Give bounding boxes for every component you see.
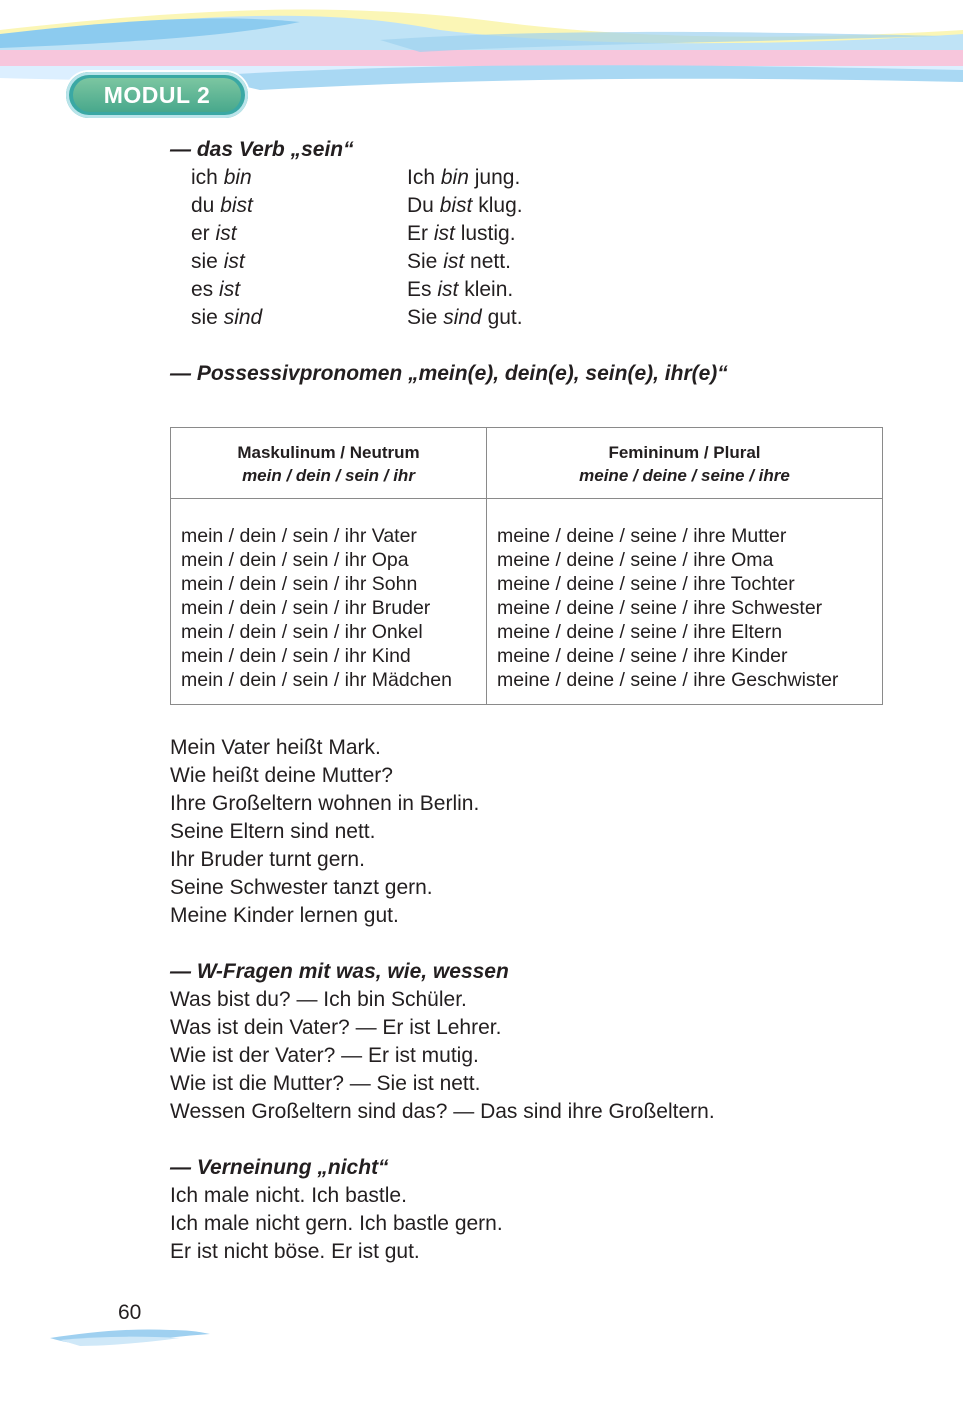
verb-row bbox=[170, 220, 890, 248]
table-header-row bbox=[171, 428, 883, 499]
example-rest: nett. bbox=[470, 250, 511, 273]
header-masculine-label: Maskulinum / Neutrum bbox=[237, 443, 420, 462]
example-sentence: Seine Schwester tanzt gern. bbox=[170, 876, 433, 899]
example-rest: klug. bbox=[478, 194, 523, 217]
example-subject: Sie bbox=[407, 306, 438, 329]
module-badge-label: MODUL 2 bbox=[103, 82, 211, 108]
list-item: mein / dein / sein / ihr Vater bbox=[181, 525, 417, 547]
example-verb: bist bbox=[439, 194, 473, 217]
example-sentence: Ihre Großeltern wohnen in Berlin. bbox=[170, 792, 480, 815]
list-item: meine / deine / seine / ihre Mutter bbox=[497, 525, 787, 547]
page-content bbox=[170, 136, 890, 1263]
header-feminine-forms: meine / deine / seine / ihre bbox=[579, 466, 790, 485]
example-sentence: Meine Kinder lernen gut. bbox=[170, 904, 399, 927]
verb-form: sind bbox=[223, 306, 263, 329]
masculine-examples-cell bbox=[171, 499, 487, 705]
verb-row bbox=[170, 192, 890, 220]
wfragen-heading: — W-Fragen mit was, wie, wessen bbox=[170, 960, 509, 983]
example-subject: Es bbox=[407, 278, 432, 301]
list-item: mein / dein / sein / ihr Kind bbox=[181, 645, 411, 667]
wfragen-line: Was ist dein Vater? — Er ist Lehrer. bbox=[170, 1016, 502, 1039]
list-item: meine / deine / seine / ihre Eltern bbox=[497, 621, 783, 643]
example-subject: Ich bbox=[407, 166, 436, 189]
feminine-examples-cell bbox=[487, 499, 883, 705]
possessive-table bbox=[170, 427, 883, 705]
pronoun: sie bbox=[191, 250, 218, 273]
table-header-feminine bbox=[487, 428, 883, 499]
example-rest: jung. bbox=[474, 166, 521, 189]
wfragen-line: Wie ist der Vater? — Er ist mutig. bbox=[170, 1044, 479, 1067]
example-sentence: Wie heißt deine Mutter? bbox=[170, 764, 393, 787]
pronoun: er bbox=[191, 222, 210, 245]
example-verb: bin bbox=[440, 166, 469, 189]
example-verb: ist bbox=[437, 278, 459, 301]
example-rest: lustig. bbox=[460, 222, 516, 245]
list-item: meine / deine / seine / ihre Kinder bbox=[497, 645, 788, 667]
negation-line: Er ist nicht böse. Er ist gut. bbox=[170, 1240, 420, 1263]
verb-form: ist bbox=[219, 278, 241, 301]
example-sentence: Mein Vater heißt Mark. bbox=[170, 736, 381, 759]
wfragen-line: Was bist du? — Ich bin Schüler. bbox=[170, 988, 467, 1011]
wfragen-line: Wessen Großeltern sind das? — Das sind ihre Großeltern. bbox=[170, 1100, 715, 1123]
negation-line: Ich male nicht. Ich bastle. bbox=[170, 1184, 407, 1207]
list-item: mein / dein / sein / ihr Onkel bbox=[181, 621, 423, 643]
list-item: meine / deine / seine / ihre Geschwister bbox=[497, 669, 839, 691]
list-item: mein / dein / sein / ihr Sohn bbox=[181, 573, 418, 595]
example-rest: gut. bbox=[487, 306, 523, 329]
example-verb: ist bbox=[443, 250, 465, 273]
list-item: mein / dein / sein / ihr Bruder bbox=[181, 597, 431, 619]
header-masculine-forms: mein / dein / sein / ihr bbox=[242, 466, 415, 485]
verb-row bbox=[170, 248, 890, 276]
verb-sein-conjugation bbox=[170, 164, 890, 332]
verb-row bbox=[170, 276, 890, 304]
verb-form: bin bbox=[223, 166, 252, 189]
pronoun: ich bbox=[191, 166, 218, 189]
header-feminine-label: Femininum / Plural bbox=[608, 443, 761, 462]
example-sentence: Seine Eltern sind nett. bbox=[170, 820, 376, 843]
list-item: meine / deine / seine / ihre Oma bbox=[497, 549, 774, 571]
list-item: meine / deine / seine / ihre Schwester bbox=[497, 597, 823, 619]
negation-line: Ich male nicht gern. Ich bastle gern. bbox=[170, 1212, 503, 1235]
module-badge bbox=[66, 72, 248, 118]
list-item: mein / dein / sein / ihr Mädchen bbox=[181, 669, 452, 691]
possessive-heading: — Possessivpronomen „mein(e), dein(e), sein(e), ihr(e)“ bbox=[170, 362, 728, 385]
pronoun: sie bbox=[191, 306, 218, 329]
verb-row bbox=[170, 164, 890, 192]
wfragen-line: Wie ist die Mutter? — Sie ist nett. bbox=[170, 1072, 481, 1095]
example-rest: klein. bbox=[464, 278, 514, 301]
example-verb: sind bbox=[443, 306, 482, 329]
verb-form: ist bbox=[215, 222, 237, 245]
example-subject: Sie bbox=[407, 250, 438, 273]
example-sentence: Ihr Bruder turnt gern. bbox=[170, 848, 365, 871]
list-item: mein / dein / sein / ihr Opa bbox=[181, 549, 409, 571]
verb-row bbox=[170, 304, 890, 332]
pronoun: es bbox=[191, 278, 214, 301]
examples-block bbox=[170, 734, 890, 1266]
table-row bbox=[171, 499, 883, 705]
list-item: meine / deine / seine / ihre Tochter bbox=[497, 573, 795, 595]
example-subject: Er bbox=[407, 222, 428, 245]
page-number: 60 bbox=[118, 1301, 142, 1324]
negation-heading: — Verneinung „nicht“ bbox=[170, 1156, 389, 1179]
verb-form: bist bbox=[220, 194, 253, 217]
example-subject: Du bbox=[407, 194, 434, 217]
verb-sein-heading: — das Verb „sein“ bbox=[170, 138, 354, 161]
example-verb: ist bbox=[433, 222, 455, 245]
footer-wave-decoration bbox=[50, 1318, 210, 1352]
pronoun: du bbox=[191, 194, 215, 217]
verb-form: ist bbox=[223, 250, 245, 273]
table-header-masculine bbox=[171, 428, 487, 499]
